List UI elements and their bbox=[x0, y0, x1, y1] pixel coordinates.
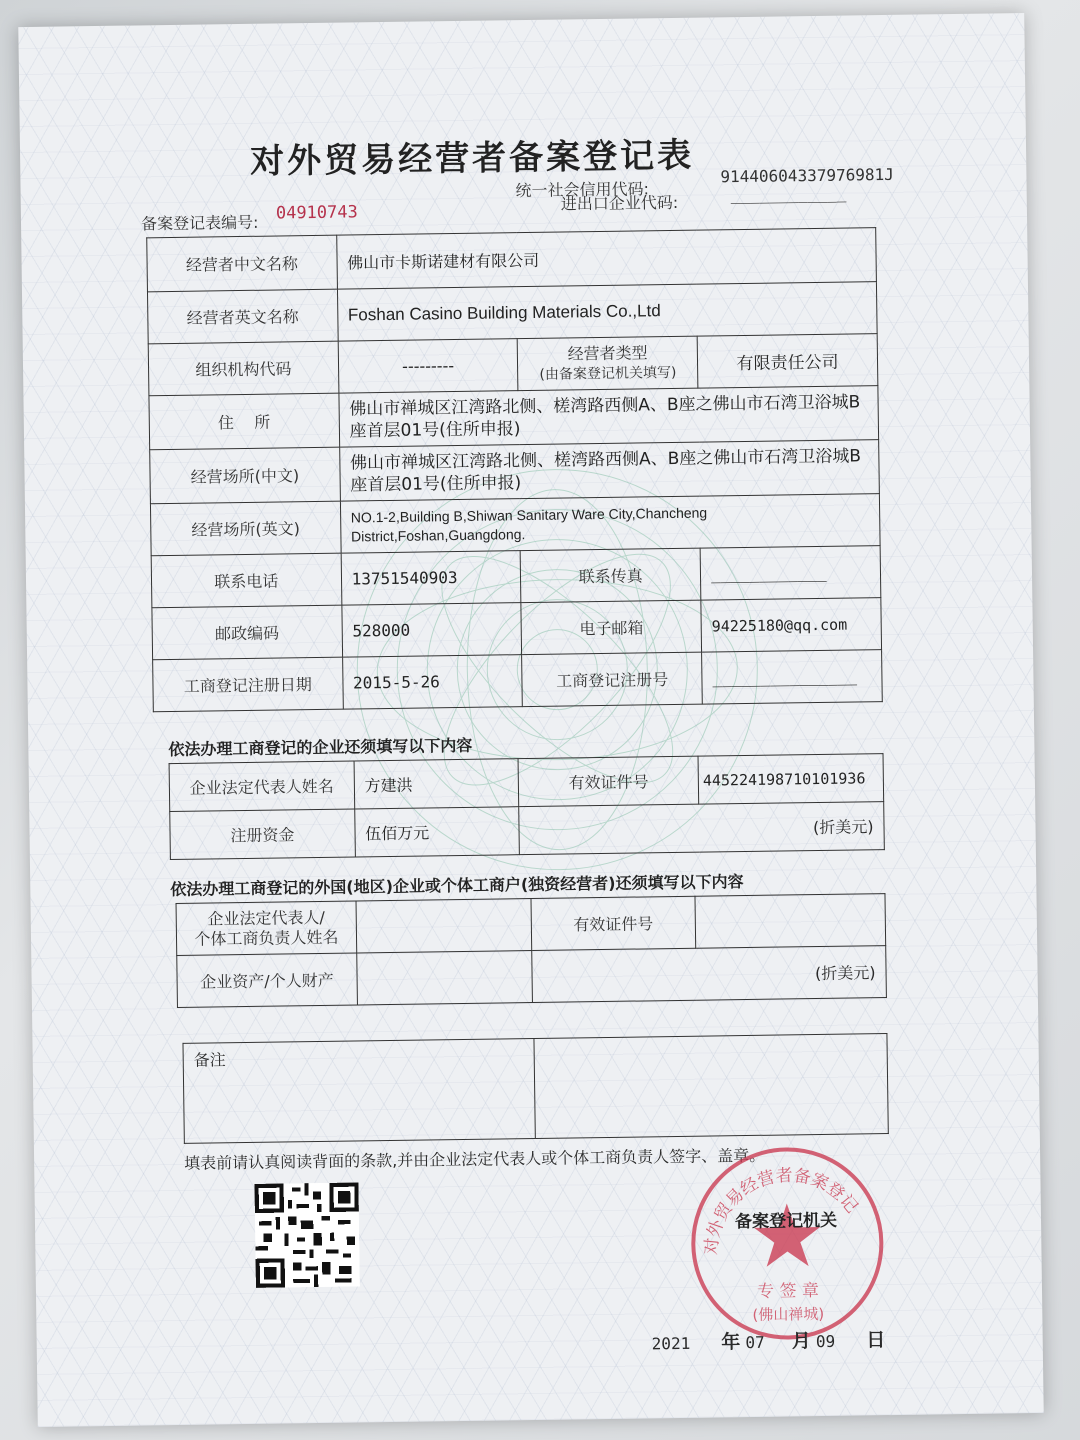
org-code-value: --------- bbox=[338, 339, 519, 394]
table-row bbox=[153, 650, 883, 712]
seal-district: (佛山禅城) bbox=[752, 1304, 825, 1324]
phone-value: 13751540903 bbox=[341, 551, 522, 606]
email-value: 94225180@qq.com bbox=[701, 598, 882, 653]
capital-label: 注册资金 bbox=[170, 809, 355, 860]
credit-code-value: 91440604337976981J bbox=[720, 164, 894, 187]
official-seal bbox=[684, 1140, 892, 1348]
ie-code-label: 进出口企业代码: bbox=[560, 192, 679, 214]
credit-code-label: 统一社会信用代码: bbox=[515, 179, 650, 201]
table-row bbox=[170, 802, 885, 860]
foreign-id-label: 有效证件号 bbox=[530, 896, 695, 950]
foreign-rep-label-line1: 企业法定代表人/ bbox=[207, 907, 325, 929]
registration-form-paper bbox=[18, 13, 1043, 1427]
address-value: 佛山市禅城区江湾路北侧、槎湾路西侧A、B座之佛山市石湾卫浴城B座首层01号(住所申报) bbox=[339, 386, 879, 448]
id-number-label: 有效证件号 bbox=[518, 756, 698, 807]
authority-label: 备案登记机关 bbox=[734, 1210, 838, 1233]
footer-note: 填表前请认真阅读背面的条款,并由企业法定代表人或个体工商负责人签字、盖章。 bbox=[184, 1145, 766, 1173]
assets-label: 企业资产/个人财产 bbox=[177, 953, 357, 1008]
section3-heading: 依法办理工商登记的外国(地区)企业或个体工商户(独资经营者)还须填写以下内容 bbox=[170, 872, 744, 900]
remarks-table bbox=[182, 1033, 888, 1144]
capital-value: 伍佰万元 bbox=[354, 807, 519, 857]
date-day-unit: 日 bbox=[866, 1329, 886, 1352]
remarks-value bbox=[534, 1034, 888, 1139]
assets-value bbox=[357, 951, 532, 1005]
email-label: 电子邮箱 bbox=[521, 600, 701, 655]
legal-rep-value: 方建洪 bbox=[354, 759, 519, 809]
foreign-id-value bbox=[695, 894, 885, 949]
reg-date-value: 2015-5-26 bbox=[342, 655, 523, 710]
reg-number-label: 工商登记注册号 bbox=[522, 652, 702, 707]
legal-rep-label: 企业法定代表人姓名 bbox=[169, 761, 354, 812]
seal-ring-text: 对外贸易经营者备案登记 bbox=[701, 1165, 862, 1256]
en-name-label: 经营者英文名称 bbox=[147, 289, 337, 344]
assets-usd-note: (折美元) bbox=[531, 946, 886, 1003]
postal-code-value: 528000 bbox=[342, 603, 523, 658]
table-row bbox=[183, 1034, 888, 1144]
operator-type-label-line2: (由备案登记机关填写) bbox=[539, 364, 677, 383]
date-month-unit: 月 bbox=[791, 1330, 811, 1353]
form-number-label: 备案登记表编号: bbox=[140, 212, 259, 234]
table-row bbox=[177, 946, 887, 1008]
foreign-rep-label bbox=[176, 901, 356, 956]
operator-type-label bbox=[518, 336, 698, 391]
remarks-label: 备注 bbox=[183, 1038, 535, 1143]
capital-usd-note: (折美元) bbox=[519, 802, 884, 855]
fax-label: 联系传真 bbox=[521, 548, 701, 603]
org-code-label: 组织机构代码 bbox=[148, 341, 338, 396]
address-label: 住 所 bbox=[149, 393, 339, 450]
cn-name-value: 佛山市卡斯诺建材有限公司 bbox=[336, 228, 876, 290]
place-en-label: 经营场所(英文) bbox=[150, 501, 340, 556]
place-cn-value: 佛山市禅城区江湾路北侧、槎湾路西侧A、B座之佛山市石湾卫浴城B座首层01号(住所申报) bbox=[339, 440, 879, 502]
form-title: 对外贸易经营者备案登记表 bbox=[249, 135, 695, 182]
section2-heading: 依法办理工商登记的企业还须填写以下内容 bbox=[168, 735, 473, 760]
qr-code bbox=[254, 1182, 359, 1287]
foreign-rep-label-line2: 个体工商负责人姓名 bbox=[194, 927, 339, 949]
postal-code-label: 邮政编码 bbox=[152, 605, 342, 660]
en-name-value: Foshan Casino Building Materials Co.,Ltd bbox=[337, 282, 877, 342]
foreign-rep-value bbox=[356, 899, 531, 953]
foreign-rep-table bbox=[176, 893, 887, 1008]
place-cn-label: 经营场所(中文) bbox=[150, 447, 340, 504]
place-en-value: NO.1-2,Building B,Shiwan Sanitary Ware City,Chancheng District,Foshan,Guangdong. bbox=[340, 494, 880, 554]
date-year-unit: 年 bbox=[721, 1331, 741, 1354]
operator-type-value: 有限责任公司 bbox=[697, 334, 878, 389]
reg-number-value: _______________ bbox=[702, 650, 883, 705]
ie-code-value: ____________ bbox=[730, 183, 847, 205]
date-year: 2021 bbox=[651, 1333, 691, 1354]
enterprise-rep-table bbox=[169, 753, 885, 860]
id-number-value: 445224198710101936 bbox=[698, 754, 884, 805]
seal-text: 专 签 章 bbox=[756, 1281, 820, 1302]
date-month: 07 bbox=[745, 1332, 765, 1353]
operator-type-label-line1: 经营者类型 bbox=[567, 342, 648, 363]
phone-label: 联系电话 bbox=[151, 553, 341, 608]
main-info-table bbox=[146, 227, 883, 712]
cn-name-label: 经营者中文名称 bbox=[147, 235, 337, 292]
date-line bbox=[652, 1325, 886, 1355]
form-number-value: 04910743 bbox=[275, 202, 358, 224]
reg-date-label: 工商登记注册日期 bbox=[153, 657, 343, 712]
fax-value: ____________ bbox=[700, 546, 881, 601]
date-day: 09 bbox=[815, 1331, 836, 1352]
